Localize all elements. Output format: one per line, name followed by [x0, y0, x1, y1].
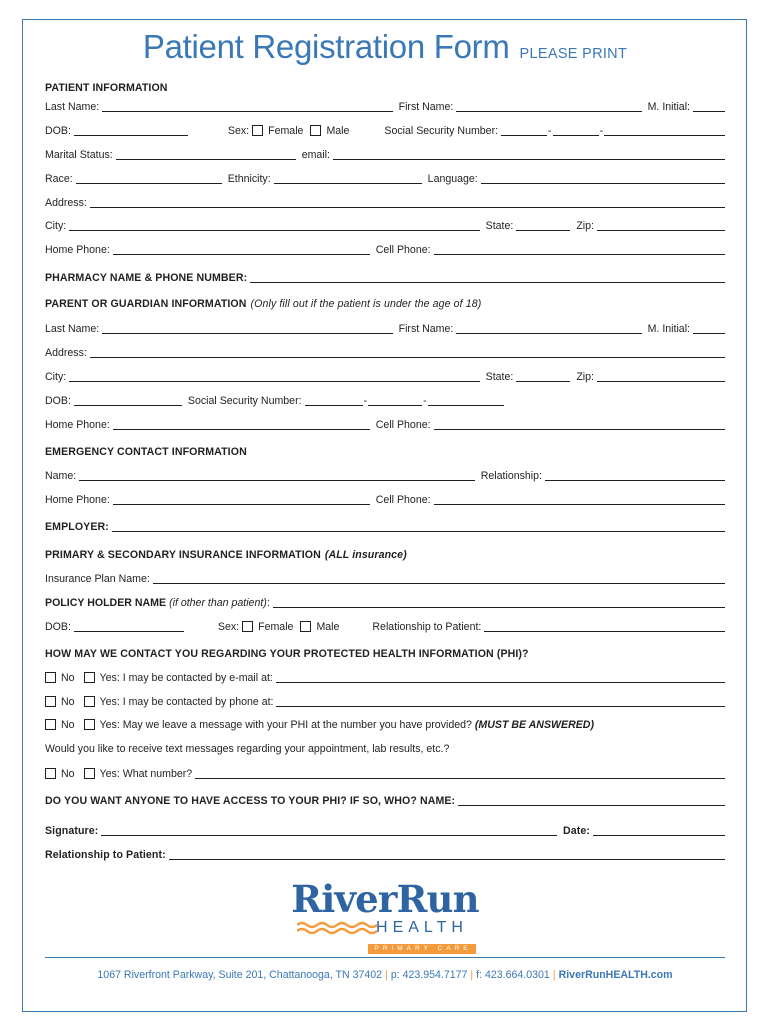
guardian-ssn-field-2[interactable] [368, 396, 422, 406]
language-field[interactable] [481, 174, 725, 184]
footer-address: 1067 Riverfront Parkway, Suite 201, Chattanooga, TN 37402 [97, 969, 383, 981]
emergency-relationship-label: Relationship: [480, 470, 542, 482]
guardian-address-row [45, 343, 725, 359]
insurance-heading [45, 545, 725, 561]
footer-divider [45, 957, 725, 958]
guardian-last-name-field[interactable] [102, 324, 392, 334]
female-checkbox[interactable] [252, 125, 263, 136]
section-heading: PRIMARY & SECONDARY INSURANCE INFORMATION [45, 549, 321, 561]
guardian-ssn-field-3[interactable] [428, 396, 504, 406]
guardian-address-label: Address: [45, 347, 87, 359]
sex-label: Sex: [227, 125, 250, 137]
ssn-field-1[interactable] [501, 126, 547, 136]
signature-relationship-label: Relationship to Patient: [45, 849, 166, 861]
zip-field[interactable] [597, 221, 725, 231]
home-phone-field[interactable] [113, 245, 370, 255]
text-no-checkbox[interactable] [45, 768, 56, 779]
phi-message-no-checkbox[interactable] [45, 719, 56, 730]
city-field[interactable] [69, 221, 479, 231]
date-label: Date: [563, 825, 590, 837]
policy-male-checkbox[interactable] [300, 621, 311, 632]
m-initial-label: M. Initial: [647, 101, 690, 113]
policy-dob-row [45, 617, 725, 633]
signature-relationship-field[interactable] [169, 850, 725, 860]
guardian-last-name-label: Last Name: [45, 323, 100, 335]
patient-marital-row [45, 145, 725, 161]
patient-address-row [45, 193, 725, 209]
guardian-phone-row [45, 415, 725, 431]
race-label: Race: [45, 173, 73, 185]
phi-access-label: DO YOU WANT ANYONE TO HAVE ACCESS TO YOUR PHI? IF SO, WHO? NAME: [45, 795, 456, 807]
section-heading: EMERGENCY CONTACT INFORMATION [45, 446, 247, 458]
footer-phone: p: 423.954.7177 [390, 969, 468, 981]
state-label: State: [485, 220, 514, 232]
policy-dob-field[interactable] [74, 622, 184, 632]
emergency-cell-phone-label: Cell Phone: [375, 494, 431, 506]
emergency-home-phone-field[interactable] [113, 495, 370, 505]
logo-brand: RiverRun [291, 877, 479, 921]
language-label: Language: [427, 173, 478, 185]
ssn-dash: - [423, 395, 427, 407]
no-label: No [61, 719, 75, 731]
first-name-field[interactable] [456, 102, 641, 112]
guardian-home-phone-label: Home Phone: [45, 419, 110, 431]
footer-website-link[interactable]: RiverRunHEALTH.com [558, 969, 673, 981]
emergency-home-phone-label: Home Phone: [45, 494, 110, 506]
patient-dob-row [45, 121, 725, 137]
guardian-state-field[interactable] [516, 372, 570, 382]
policy-relationship-field[interactable] [484, 622, 725, 632]
guardian-cell-phone-field[interactable] [434, 420, 725, 430]
form-title: Patient Registration Form [142, 28, 510, 65]
first-name-label: First Name: [398, 101, 454, 113]
phi-email-field[interactable] [276, 673, 725, 683]
guardian-zip-field[interactable] [597, 372, 725, 382]
dob-field[interactable] [74, 126, 188, 136]
section-heading: PARENT OR GUARDIAN INFORMATION [45, 298, 247, 310]
state-field[interactable] [516, 221, 570, 231]
emergency-phone-row [45, 490, 725, 506]
signature-label: Signature: [45, 825, 99, 837]
patient-race-row [45, 169, 725, 185]
phi-email-no-checkbox[interactable] [45, 672, 56, 683]
guardian-address-field[interactable] [90, 348, 725, 358]
policy-female-label: Female [258, 621, 294, 633]
ssn-dash: - [363, 395, 368, 407]
insurance-plan-field[interactable] [153, 574, 725, 584]
no-label: No [61, 696, 75, 708]
insurance-note: (ALL insurance) [324, 549, 407, 561]
signature-row [45, 821, 725, 837]
employer-field[interactable] [112, 522, 725, 532]
guardian-home-phone-field[interactable] [113, 420, 370, 430]
insurance-plan-row [45, 569, 725, 585]
riverrun-logo [0, 877, 770, 955]
phi-email-yes-label: Yes: I may be contacted by e-mail at: [99, 672, 273, 684]
guardian-dob-label: DOB: [45, 395, 71, 407]
no-label: No [61, 768, 75, 780]
emergency-name-row [45, 466, 725, 482]
guardian-m-initial-label: M. Initial: [647, 323, 690, 335]
pharmacy-row [45, 268, 725, 284]
text-question: Would you like to receive text messages regarding your appointment, lab results, etc.? [45, 743, 450, 755]
waves-icon [297, 921, 377, 935]
phi-phone-yes-label: Yes: I may be contacted by phone at: [99, 696, 274, 708]
dob-label: DOB: [45, 125, 71, 137]
phi-access-row [45, 791, 725, 807]
race-field[interactable] [76, 174, 222, 184]
guardian-ssn-field-1[interactable] [305, 396, 363, 406]
policy-dob-label: DOB: [45, 621, 71, 633]
emergency-relationship-field[interactable] [545, 471, 725, 481]
guardian-ssn-label: Social Security Number: [187, 395, 302, 407]
policy-holder-row [45, 593, 725, 609]
patient-name-row [45, 97, 725, 113]
employer-label: EMPLOYER: [45, 521, 109, 533]
zip-label: Zip: [576, 220, 594, 232]
ssn-field-2[interactable] [553, 126, 599, 136]
footer-separator: | [470, 969, 474, 981]
male-label: Male [326, 125, 350, 137]
footer [0, 969, 770, 981]
emergency-name-field[interactable] [79, 471, 475, 481]
m-initial-field[interactable] [693, 102, 725, 112]
policy-holder-label: POLICY HOLDER NAME [45, 597, 167, 609]
signature-relationship-row [45, 845, 725, 861]
signature-field[interactable] [101, 826, 557, 836]
must-be-answered: (MUST BE ANSWERED) [474, 719, 594, 731]
guardian-first-name-field[interactable] [456, 324, 641, 334]
address-field[interactable] [90, 198, 725, 208]
form-border [22, 19, 747, 1012]
section-heading: HOW MAY WE CONTACT YOU REGARDING YOUR PROTECTED HEALTH INFORMATION (PHI)? [45, 648, 529, 660]
text-number-field[interactable] [195, 769, 725, 779]
footer-fax: f: 423.664.0301 [476, 969, 550, 981]
insurance-plan-label: Insurance Plan Name: [45, 573, 150, 585]
emergency-name-label: Name: [45, 470, 77, 482]
patient-phone-row [45, 240, 725, 256]
policy-male-label: Male [316, 621, 340, 633]
last-name-label: Last Name: [45, 101, 100, 113]
home-phone-label: Home Phone: [45, 244, 110, 256]
section-heading: PATIENT INFORMATION [45, 82, 168, 94]
cell-phone-field[interactable] [434, 245, 725, 255]
ssn-dash: - [548, 125, 552, 137]
pharmacy-field[interactable] [250, 273, 725, 283]
patient-city-row [45, 216, 725, 232]
logo-health: HEALTH [376, 919, 468, 936]
text-yes-checkbox[interactable] [84, 768, 95, 779]
text-number-row [45, 764, 725, 780]
guardian-heading [45, 294, 725, 310]
form-subtitle: PLEASE PRINT [519, 46, 628, 62]
phi-access-field[interactable] [458, 796, 725, 806]
footer-separator: | [552, 969, 556, 981]
phi-phone-row [45, 692, 725, 708]
marital-status-field[interactable] [116, 150, 296, 160]
emergency-cell-phone-field[interactable] [434, 495, 725, 505]
female-label: Female [268, 125, 304, 137]
guardian-m-initial-field[interactable] [693, 324, 725, 334]
phi-phone-field[interactable] [276, 697, 725, 707]
patient-info-heading [45, 78, 725, 94]
text-question-row [45, 739, 725, 755]
phi-message-yes-checkbox[interactable] [84, 719, 95, 730]
policy-female-checkbox[interactable] [242, 621, 253, 632]
policy-relationship-label: Relationship to Patient: [372, 621, 482, 633]
footer-separator: | [385, 969, 388, 981]
guardian-city-row [45, 367, 725, 383]
policy-holder-note: (if other than patient) [169, 597, 267, 609]
phi-message-row [45, 715, 725, 731]
guardian-note: (Only fill out if the patient is under the age of 18) [250, 298, 482, 310]
ethnicity-field[interactable] [274, 174, 422, 184]
phi-email-yes-checkbox[interactable] [84, 672, 95, 683]
ssn-field-3[interactable] [604, 126, 725, 136]
text-yes-label: Yes: What number? [99, 768, 193, 780]
employer-row [45, 517, 725, 533]
policy-holder-colon: : [266, 597, 270, 609]
phi-heading [45, 644, 725, 660]
cell-phone-label: Cell Phone: [375, 244, 431, 256]
address-label: Address: [45, 197, 87, 209]
guardian-dob-row [45, 391, 725, 407]
guardian-zip-label: Zip: [576, 371, 594, 383]
guardian-city-field[interactable] [69, 372, 479, 382]
policy-sex-label: Sex: [217, 621, 240, 633]
male-checkbox[interactable] [310, 125, 321, 136]
page-title [0, 28, 770, 66]
email-label: email: [301, 149, 330, 161]
marital-status-label: Marital Status: [45, 149, 113, 161]
guardian-city-label: City: [45, 371, 67, 383]
ssn-dash: - [599, 125, 604, 137]
guardian-first-name-label: First Name: [398, 323, 454, 335]
guardian-name-row [45, 319, 725, 335]
phi-phone-no-checkbox[interactable] [45, 696, 56, 707]
emergency-heading [45, 442, 725, 458]
pharmacy-label: PHARMACY NAME & PHONE NUMBER: [45, 272, 248, 284]
email-field[interactable] [333, 150, 725, 160]
ssn-label: Social Security Number: [384, 125, 499, 137]
phi-phone-yes-checkbox[interactable] [84, 696, 95, 707]
guardian-state-label: State: [485, 371, 514, 383]
date-field[interactable] [593, 826, 725, 836]
logo-primary-care: PRIMARY CARE [368, 944, 475, 954]
guardian-dob-field[interactable] [74, 396, 182, 406]
city-label: City: [45, 220, 67, 232]
ethnicity-label: Ethnicity: [227, 173, 271, 185]
last-name-field[interactable] [102, 102, 392, 112]
phi-message-yes-label: Yes: May we leave a message with your PHI at the number you have provided? [99, 719, 472, 731]
no-label: No [61, 672, 75, 684]
guardian-cell-phone-label: Cell Phone: [375, 419, 431, 431]
policy-holder-field[interactable] [273, 598, 725, 608]
phi-email-row [45, 668, 725, 684]
